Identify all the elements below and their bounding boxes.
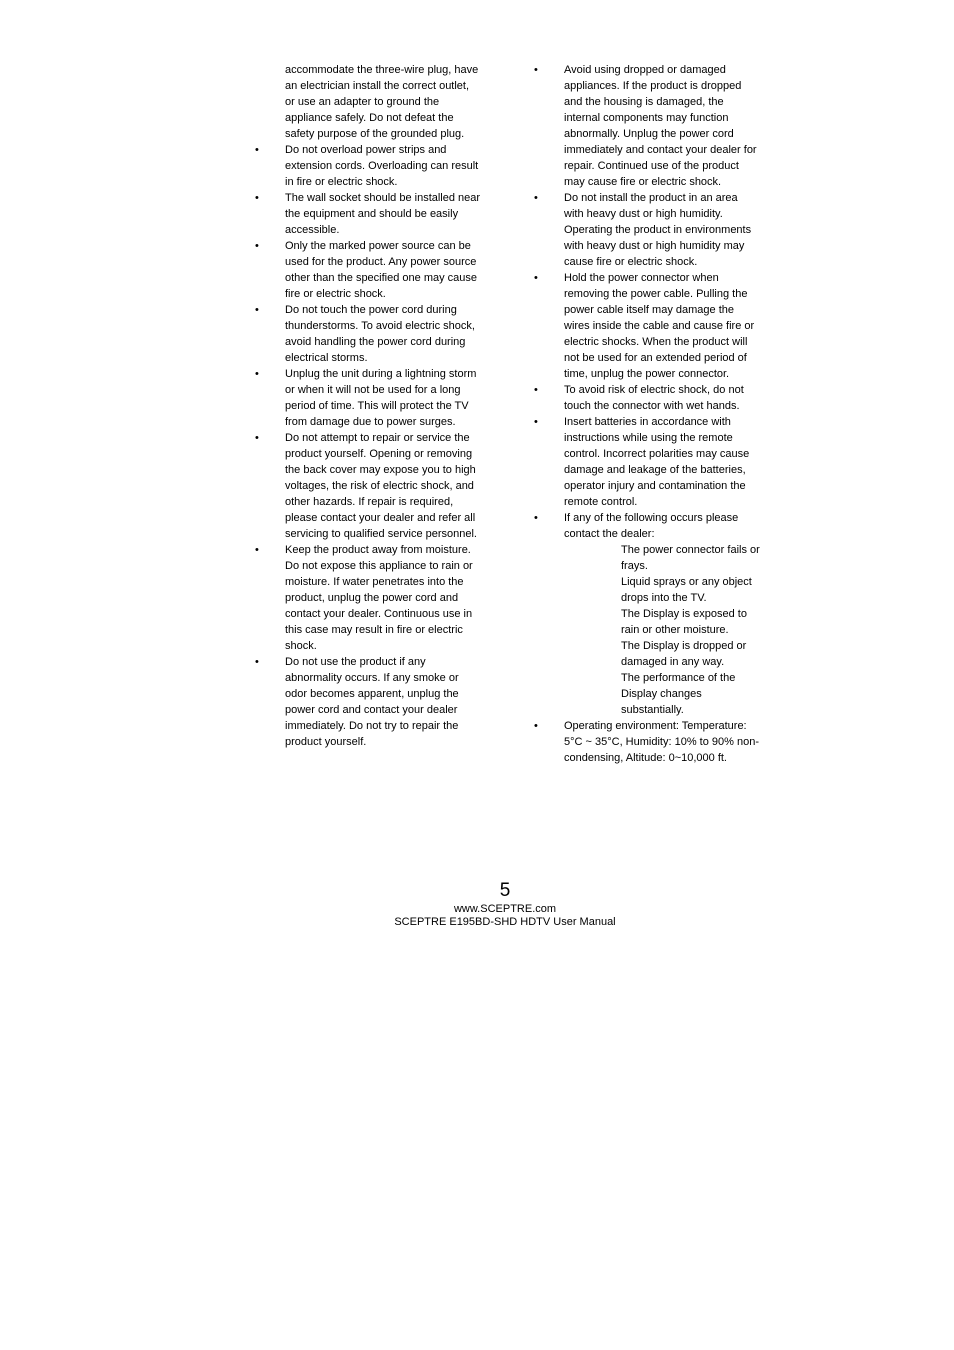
page-number: 5 xyxy=(499,880,511,901)
bullet-item: • Do not install the product in an area with heavy dust or high humidity. Operating the product in environments with heavy dust or high humidity may cause fire or electric shock. xyxy=(520,190,760,270)
right-column xyxy=(520,62,760,766)
bullet-item: • Do not attempt to repair or service the product yourself. Opening or removing the back cover may expose you to high voltages, the risk of electric shock, and other hazards. If repair is required, please contact your dealer and refer all servicing to qualified service personnel. xyxy=(241,430,481,542)
bullet-item: • Only the marked power source can be used for the product. Any power source other than the specified one may cause fire or electric shock. xyxy=(241,238,481,302)
manual-title: SCEPTRE E195BD-SHD HDTV User Manual xyxy=(394,916,616,928)
bullet-item: • If any of the following occurs please contact the dealer: xyxy=(520,510,760,542)
website-url: www.SCEPTRE.com xyxy=(453,903,557,915)
bullet-item: • Unplug the unit during a lightning storm or when it will not be used for a long period of time. This will protect the TV from damage due to power surges. xyxy=(241,366,481,430)
bullet-item: • Hold the power connector when removing the power cable. Pulling the power cable itself may damage the wires inside the cable and cause fire or electric shocks. When the product will not be used for an extended period of time, unplug the power connector. xyxy=(520,270,760,382)
bullet-item: • Do not use the product if any abnormality occurs. If any smoke or odor becomes apparent, unplug the power cord and contact your dealer immediately. Do not try to repair the product yourself. xyxy=(241,654,481,750)
paragraph: accommodate the three-wire plug, have an electrician install the correct outlet, or use an adapter to ground the appliance safely. Do not defeat the safety purpose of the grounded plug. xyxy=(285,64,479,140)
bullet-item: • Do not touch the power cord during thunderstorms. To avoid electric shock, avoid handling the power cord during electrical storms. xyxy=(241,302,481,366)
sub-item: The power connector fails or frays. xyxy=(621,544,760,572)
bullet-item: • Do not overload power strips and extension cords. Overloading can result in fire or electric shock. xyxy=(241,142,481,190)
sub-item: Liquid sprays or any object drops into the TV. xyxy=(621,576,752,604)
sub-item: The Display is exposed to rain or other moisture. xyxy=(621,608,747,636)
bullet-item: • Operating environment: Temperature: 5°C ~ 35°C, Humidity: 10% to 90% non-condensing, Altitude: 0~10,000 ft. xyxy=(520,718,760,766)
bullet-item: • To avoid risk of electric shock, do not touch the connector with wet hands. xyxy=(520,382,760,414)
sub-item: The Display is dropped or damaged in any way. xyxy=(621,640,747,668)
bullet-item: • The wall socket should be installed near the equipment and should be easily accessible. xyxy=(241,190,481,238)
sub-item: The performance of the Display changes substantially. xyxy=(621,672,736,716)
bullet-item: • Avoid using dropped or damaged appliances. If the product is dropped and the housing is damaged, the internal components may function abnormally. Unplug the power cord immediately and contact your dealer for repair. Continued use of the product may cause fire or electric shock. xyxy=(520,62,760,190)
left-column xyxy=(241,62,481,750)
bullet-item: • Keep the product away from moisture. Do not expose this appliance to rain or moisture. If water penetrates into the product, unplug the power cord and contact your dealer. Continuous use in this case may result in fire or electric shock. xyxy=(241,542,481,654)
bullet-item: • Insert batteries in accordance with instructions while using the remote control. Incorrect polarities may cause damage and leakage of the batteries, operator injury and contamination the remote control. xyxy=(520,414,760,510)
